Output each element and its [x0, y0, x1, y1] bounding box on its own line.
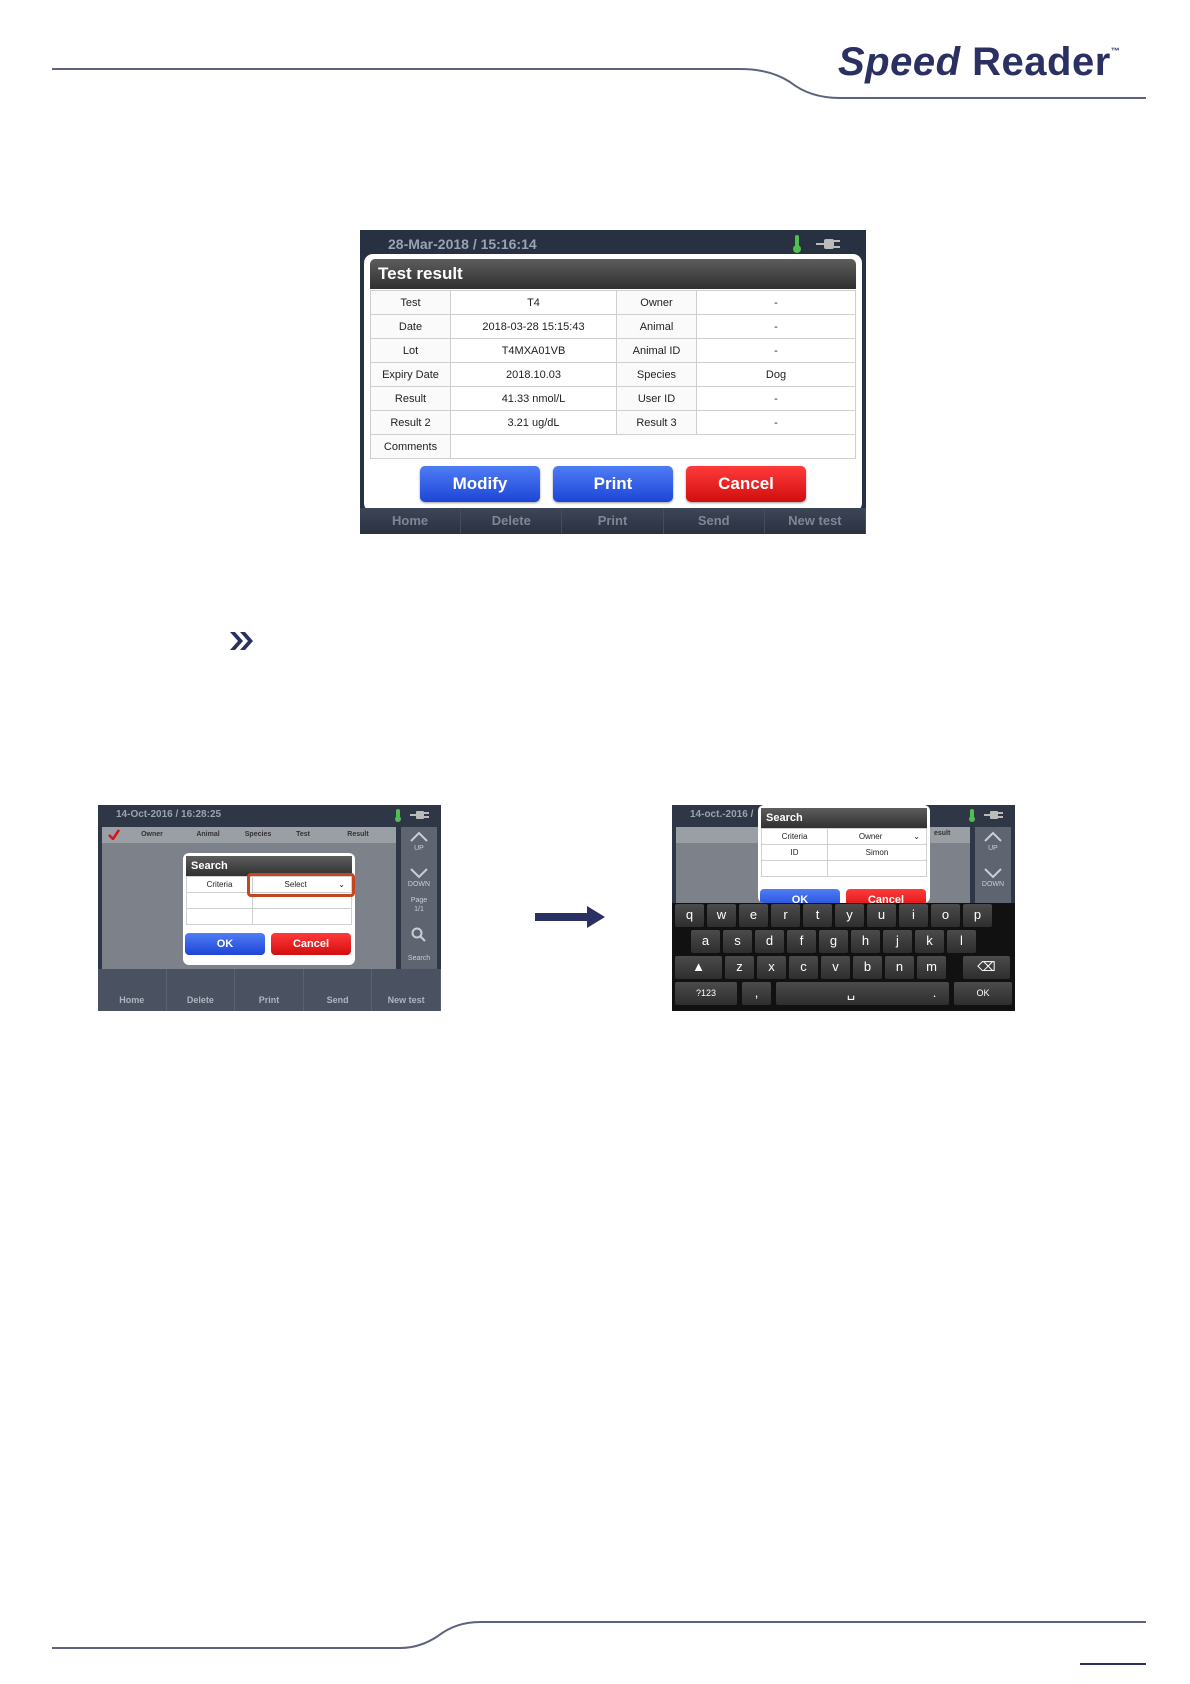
key-h[interactable]: h [851, 930, 880, 953]
space-key[interactable]: ␣ [776, 982, 926, 1005]
up-label: UP [988, 845, 998, 852]
field-label: Animal [617, 315, 697, 339]
col-result: Result [347, 831, 369, 838]
key-v[interactable]: v [821, 956, 850, 979]
down-arrow-icon[interactable] [410, 867, 428, 879]
ok-button[interactable]: OK [760, 889, 840, 903]
shift-key[interactable]: ▲ [675, 956, 722, 979]
chevron-down-icon: ⌄ [913, 832, 920, 841]
nav-send[interactable]: Send [664, 508, 765, 534]
key-u[interactable]: u [867, 904, 896, 927]
key-g[interactable]: g [819, 930, 848, 953]
criteria-select[interactable]: Select ⌄ [253, 877, 352, 893]
key-p[interactable]: p [963, 904, 992, 927]
up-arrow-icon[interactable] [984, 831, 1002, 843]
key-x[interactable]: x [757, 956, 786, 979]
field-value: - [697, 387, 856, 411]
select-highlight [247, 873, 355, 897]
thermometer-icon [968, 808, 976, 822]
plug-icon [984, 810, 1004, 820]
thermometer-icon [792, 234, 802, 254]
up-arrow-icon[interactable] [410, 831, 428, 843]
key-f[interactable]: f [787, 930, 816, 953]
col-result: esult [934, 830, 951, 837]
col-test: Test [296, 831, 310, 838]
field-label: Result 2 [371, 411, 451, 435]
datetime: 14-Oct-2016 / 16:28:25 [116, 809, 222, 820]
symbols-key[interactable]: ?123 [675, 982, 737, 1005]
criteria-label: Criteria [187, 877, 253, 893]
search-select-screen [98, 805, 441, 1011]
key-t[interactable]: t [803, 904, 832, 927]
id-input[interactable]: Simon [828, 845, 927, 861]
datetime: 14-oct.-2016 / [690, 809, 754, 820]
bottom-nav [98, 969, 441, 1011]
key-b[interactable]: b [853, 956, 882, 979]
key-r[interactable]: r [771, 904, 800, 927]
nav-home[interactable]: Home [98, 969, 167, 1011]
table-row [371, 363, 856, 387]
nav-new-test[interactable]: New test [765, 508, 866, 534]
key-a[interactable]: a [691, 930, 720, 953]
side-controls [975, 827, 1011, 903]
table-row [371, 339, 856, 363]
table-row [371, 387, 856, 411]
key-w[interactable]: w [707, 904, 736, 927]
comma-key[interactable]: , [742, 982, 771, 1005]
cancel-button[interactable]: Cancel [686, 466, 806, 502]
key-j[interactable]: j [883, 930, 912, 953]
test-result-dialog [364, 254, 862, 512]
field-label: Test [371, 291, 451, 315]
search-dialog [183, 853, 355, 965]
table-row [371, 291, 856, 315]
field-value: 2018-03-28 15:15:43 [451, 315, 617, 339]
plug-icon [816, 238, 842, 250]
down-label: DOWN [407, 881, 431, 888]
field-label: Species [617, 363, 697, 387]
id-label: ID [762, 845, 828, 861]
nav-print[interactable]: Print [235, 969, 304, 1011]
page-number-rule [1080, 1663, 1146, 1665]
bottom-nav [360, 508, 866, 534]
col-species: Species [244, 831, 272, 838]
modify-button[interactable]: Modify [420, 466, 540, 502]
nav-new-test[interactable]: New test [372, 969, 441, 1011]
field-value: 2018.10.03 [451, 363, 617, 387]
key-l[interactable]: l [947, 930, 976, 953]
table-row [371, 411, 856, 435]
col-owner: Owner [141, 831, 163, 838]
field-value: T4 [451, 291, 617, 315]
key-i[interactable]: i [899, 904, 928, 927]
comments-label: Comments [371, 435, 451, 459]
field-value: T4MXA01VB [451, 339, 617, 363]
field-label: Lot [371, 339, 451, 363]
print-button[interactable]: Print [553, 466, 673, 502]
keyboard-ok-key[interactable]: OK [954, 982, 1012, 1005]
cancel-button[interactable]: Cancel [846, 889, 926, 903]
nav-delete[interactable]: Delete [461, 508, 562, 534]
page-number: 1/1 [414, 906, 424, 913]
field-label: Result [371, 387, 451, 411]
key-k[interactable]: k [915, 930, 944, 953]
search-criteria-table [761, 828, 927, 877]
field-label: Date [371, 315, 451, 339]
key-s[interactable]: s [723, 930, 752, 953]
nav-print[interactable]: Print [562, 508, 663, 534]
key-q[interactable]: q [675, 904, 704, 927]
field-value: - [697, 315, 856, 339]
field-value: Dog [697, 363, 856, 387]
key-z[interactable]: z [725, 956, 754, 979]
dialog-title: Search [761, 808, 927, 828]
key-m[interactable]: m [917, 956, 946, 979]
status-bar [360, 230, 866, 256]
dialog-title: Search [186, 856, 352, 876]
chevron-down-icon: ⌄ [338, 880, 345, 889]
criteria-label: Criteria [762, 829, 828, 845]
key-y[interactable]: y [835, 904, 864, 927]
field-value: - [697, 411, 856, 435]
thermometer-icon [394, 808, 402, 822]
nav-delete[interactable]: Delete [167, 969, 236, 1011]
key-n[interactable]: n [885, 956, 914, 979]
nav-send[interactable]: Send [304, 969, 373, 1011]
search-icon[interactable] [411, 927, 427, 943]
field-value: 3.21 ug/dL [451, 411, 617, 435]
right-arrow-icon [535, 905, 605, 929]
on-screen-keyboard [672, 903, 1015, 1011]
comments-field[interactable] [451, 435, 856, 459]
field-value: - [697, 339, 856, 363]
field-value: - [697, 291, 856, 315]
dialog-title: Test result [370, 259, 856, 289]
table-row [371, 315, 856, 339]
key-o[interactable]: o [931, 904, 960, 927]
side-controls [401, 827, 437, 971]
backspace-key[interactable]: ⌫ [963, 956, 1010, 979]
col-animal: Animal [196, 831, 220, 838]
search-dialog [758, 805, 930, 903]
test-result-screen [360, 230, 866, 534]
result-table [370, 290, 856, 459]
cancel-button[interactable]: Cancel [271, 933, 351, 955]
footer-line [0, 1600, 1190, 1660]
nav-home[interactable]: Home [360, 508, 461, 534]
criteria-select[interactable]: Owner ⌄ [828, 829, 927, 845]
field-label: Owner [617, 291, 697, 315]
plug-icon [410, 810, 430, 820]
datetime: 28-Mar-2018 / 15:16:14 [388, 236, 537, 252]
search-keyboard-screen [672, 805, 1015, 1011]
field-label: Animal ID [617, 339, 697, 363]
key-e[interactable]: e [739, 904, 768, 927]
page-label: Page [410, 897, 428, 904]
search-label: Search [407, 955, 431, 962]
field-label: User ID [617, 387, 697, 411]
key-d[interactable]: d [755, 930, 784, 953]
brand-logo: Speed Reader™ [838, 40, 1121, 84]
field-label: Result 3 [617, 411, 697, 435]
down-arrow-icon[interactable] [984, 867, 1002, 879]
ok-button[interactable]: OK [185, 933, 265, 955]
checkmark-icon[interactable] [108, 829, 120, 840]
field-label: Expiry Date [371, 363, 451, 387]
key-c[interactable]: c [789, 956, 818, 979]
down-label: DOWN [981, 881, 1005, 888]
period-key[interactable]: . [920, 982, 949, 1005]
up-label: UP [414, 845, 424, 852]
field-value: 41.33 nmol/L [451, 387, 617, 411]
double-chevron-icon [228, 630, 256, 652]
table-row [371, 435, 856, 459]
